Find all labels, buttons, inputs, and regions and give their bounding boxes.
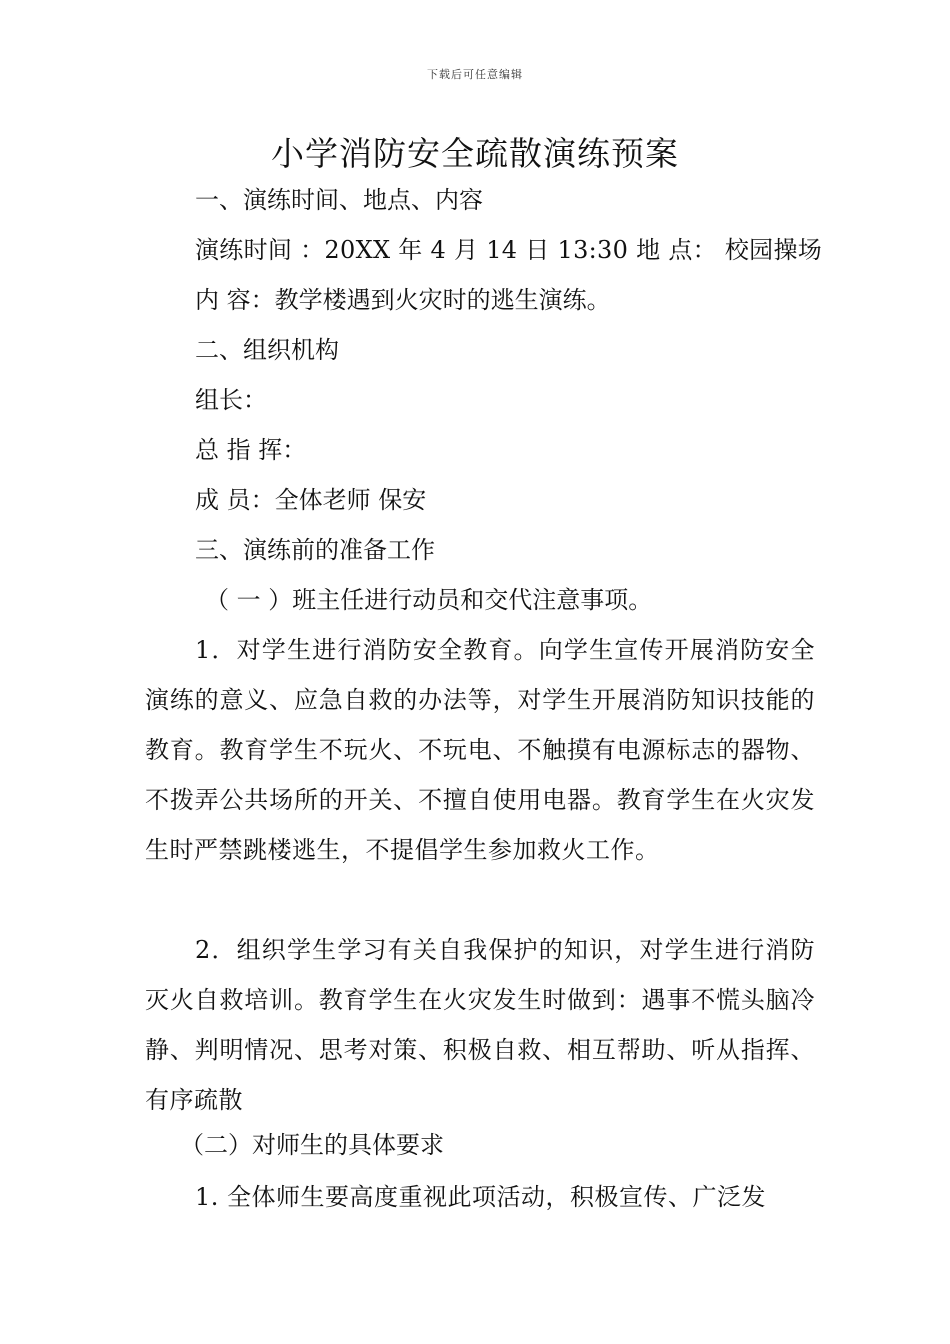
- document-title: 小学消防安全疏散演练预案: [271, 134, 679, 173]
- drill-time-line: 演练时间 ：20XX 年 4 月 14 日 13:30 地 点： 校园操场: [195, 236, 823, 264]
- section-heading-3: 三、演练前的准备工作: [195, 536, 435, 564]
- subsection-1-heading: （ 一 ）班主任进行动员和交代注意事项。: [205, 586, 653, 614]
- section-heading-1: 一、演练时间、地点、内容: [195, 186, 483, 214]
- commander-line: 总 指 挥：: [195, 436, 307, 464]
- item-1-paragraph: 1．对学生进行消防安全教育。向学生宣传开展消防安全演练的意义、应急自救的办法等，对学生开展消防知识技能的教育。教育学生不玩火、不玩电、不触摸有电源标志的器物、不拨弄公共场所的开关、不擅自使用电器。教育学生在火灾发生时严禁跳楼逃生，不提倡学生参加救火工作。: [145, 636, 815, 864]
- drill-content-line: 内 容：教学楼遇到火灾时的逃生演练。: [195, 286, 611, 314]
- members-line: 成 员：全体老师 保安: [195, 486, 427, 514]
- subsection-2-heading: （二）对师生的具体要求: [180, 1131, 444, 1159]
- item-2-paragraph: 2．组织学生学习有关自我保护的知识，对学生进行消防灭火自救培训。教育学生在火灾发生时做到：遇事不慌头脑冷静、判明情况、思考对策、积极自救、相互帮助、听从指挥、有序疏散: [145, 936, 815, 1114]
- item-3-line: 1. 全体师生要高度重视此项活动，积极宣传、广泛发: [195, 1183, 767, 1211]
- section-heading-2: 二、组织机构: [195, 336, 339, 364]
- leader-line: 组长：: [195, 386, 267, 414]
- header-note: 下载后可任意编辑: [427, 68, 523, 81]
